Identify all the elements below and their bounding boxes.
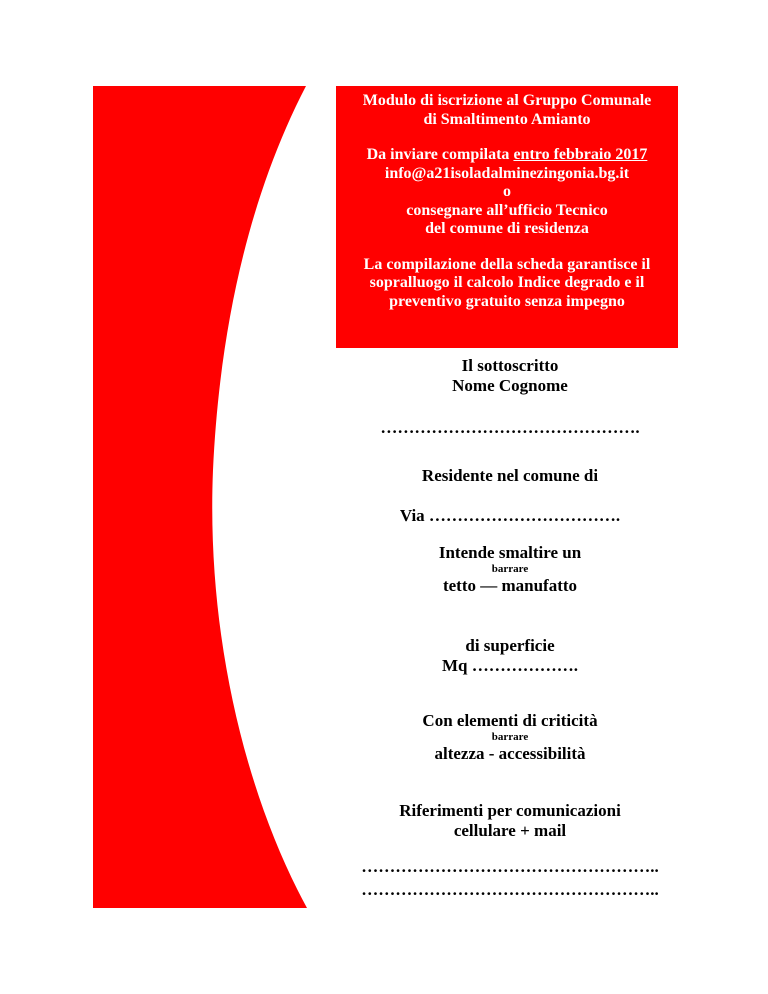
send-deadline: entro febbraio 2017 — [513, 146, 648, 163]
critical-section — [310, 711, 710, 764]
name-field[interactable] — [310, 418, 710, 438]
contact-dots-1[interactable]: …………………………………………….. — [361, 857, 659, 876]
undersigned-section — [310, 356, 710, 396]
header-info-box — [336, 86, 678, 348]
critical-label: Con elementi di criticità — [422, 711, 598, 730]
strike-hint: barrare — [491, 563, 529, 575]
contacts-section — [310, 801, 710, 841]
send-prefix: Da inviare compilata — [366, 146, 514, 163]
contact-fields[interactable] — [310, 857, 710, 900]
send-instructions — [336, 146, 678, 165]
contacts-label: Riferimenti per comunicazioni — [399, 801, 621, 820]
note-line1: La compilazione della scheda garantisce il — [363, 255, 651, 273]
contact-email: info@a21isoladalminezingonia.bg.it — [384, 164, 630, 182]
contact-dots-2[interactable]: …………………………………………….. — [361, 880, 659, 899]
surface-section — [310, 636, 710, 676]
form-title-line1: Modulo di iscrizione al Gruppo Comunale — [362, 92, 652, 109]
contacts-sub: cellulare + mail — [453, 821, 567, 840]
deliver-line1: consegnare all’ufficio Tecnico — [406, 201, 608, 219]
or-separator: o — [503, 183, 511, 200]
street-field[interactable]: Via ……………………………. — [399, 506, 621, 525]
intend-section — [310, 543, 710, 596]
name-label: Nome Cognome — [452, 376, 568, 395]
surface-label: di superficie — [465, 636, 555, 655]
note-line3: preventivo gratuito senza impegno — [389, 292, 625, 310]
undersigned-label: Il sottoscritto — [461, 356, 559, 375]
name-dots[interactable]: ………………………………………. — [380, 418, 640, 437]
note-line2: sopralluogo il calcolo Indice degrado e il — [369, 274, 645, 291]
intend-label: Intende smaltire un — [438, 543, 582, 562]
strike-hint: barrare — [491, 731, 529, 743]
critical-options[interactable]: altezza - accessibilità — [434, 744, 586, 763]
sqm-field[interactable]: Mq ………………. — [442, 656, 578, 675]
residence-label: Residente nel comune di — [421, 466, 599, 485]
deliver-line2: del comune di residenza — [425, 220, 589, 237]
form-title-line2: di Smaltimento Amianto — [423, 110, 591, 128]
red-curve-shape — [93, 86, 307, 908]
type-options[interactable]: tetto — manufatto — [442, 576, 578, 595]
